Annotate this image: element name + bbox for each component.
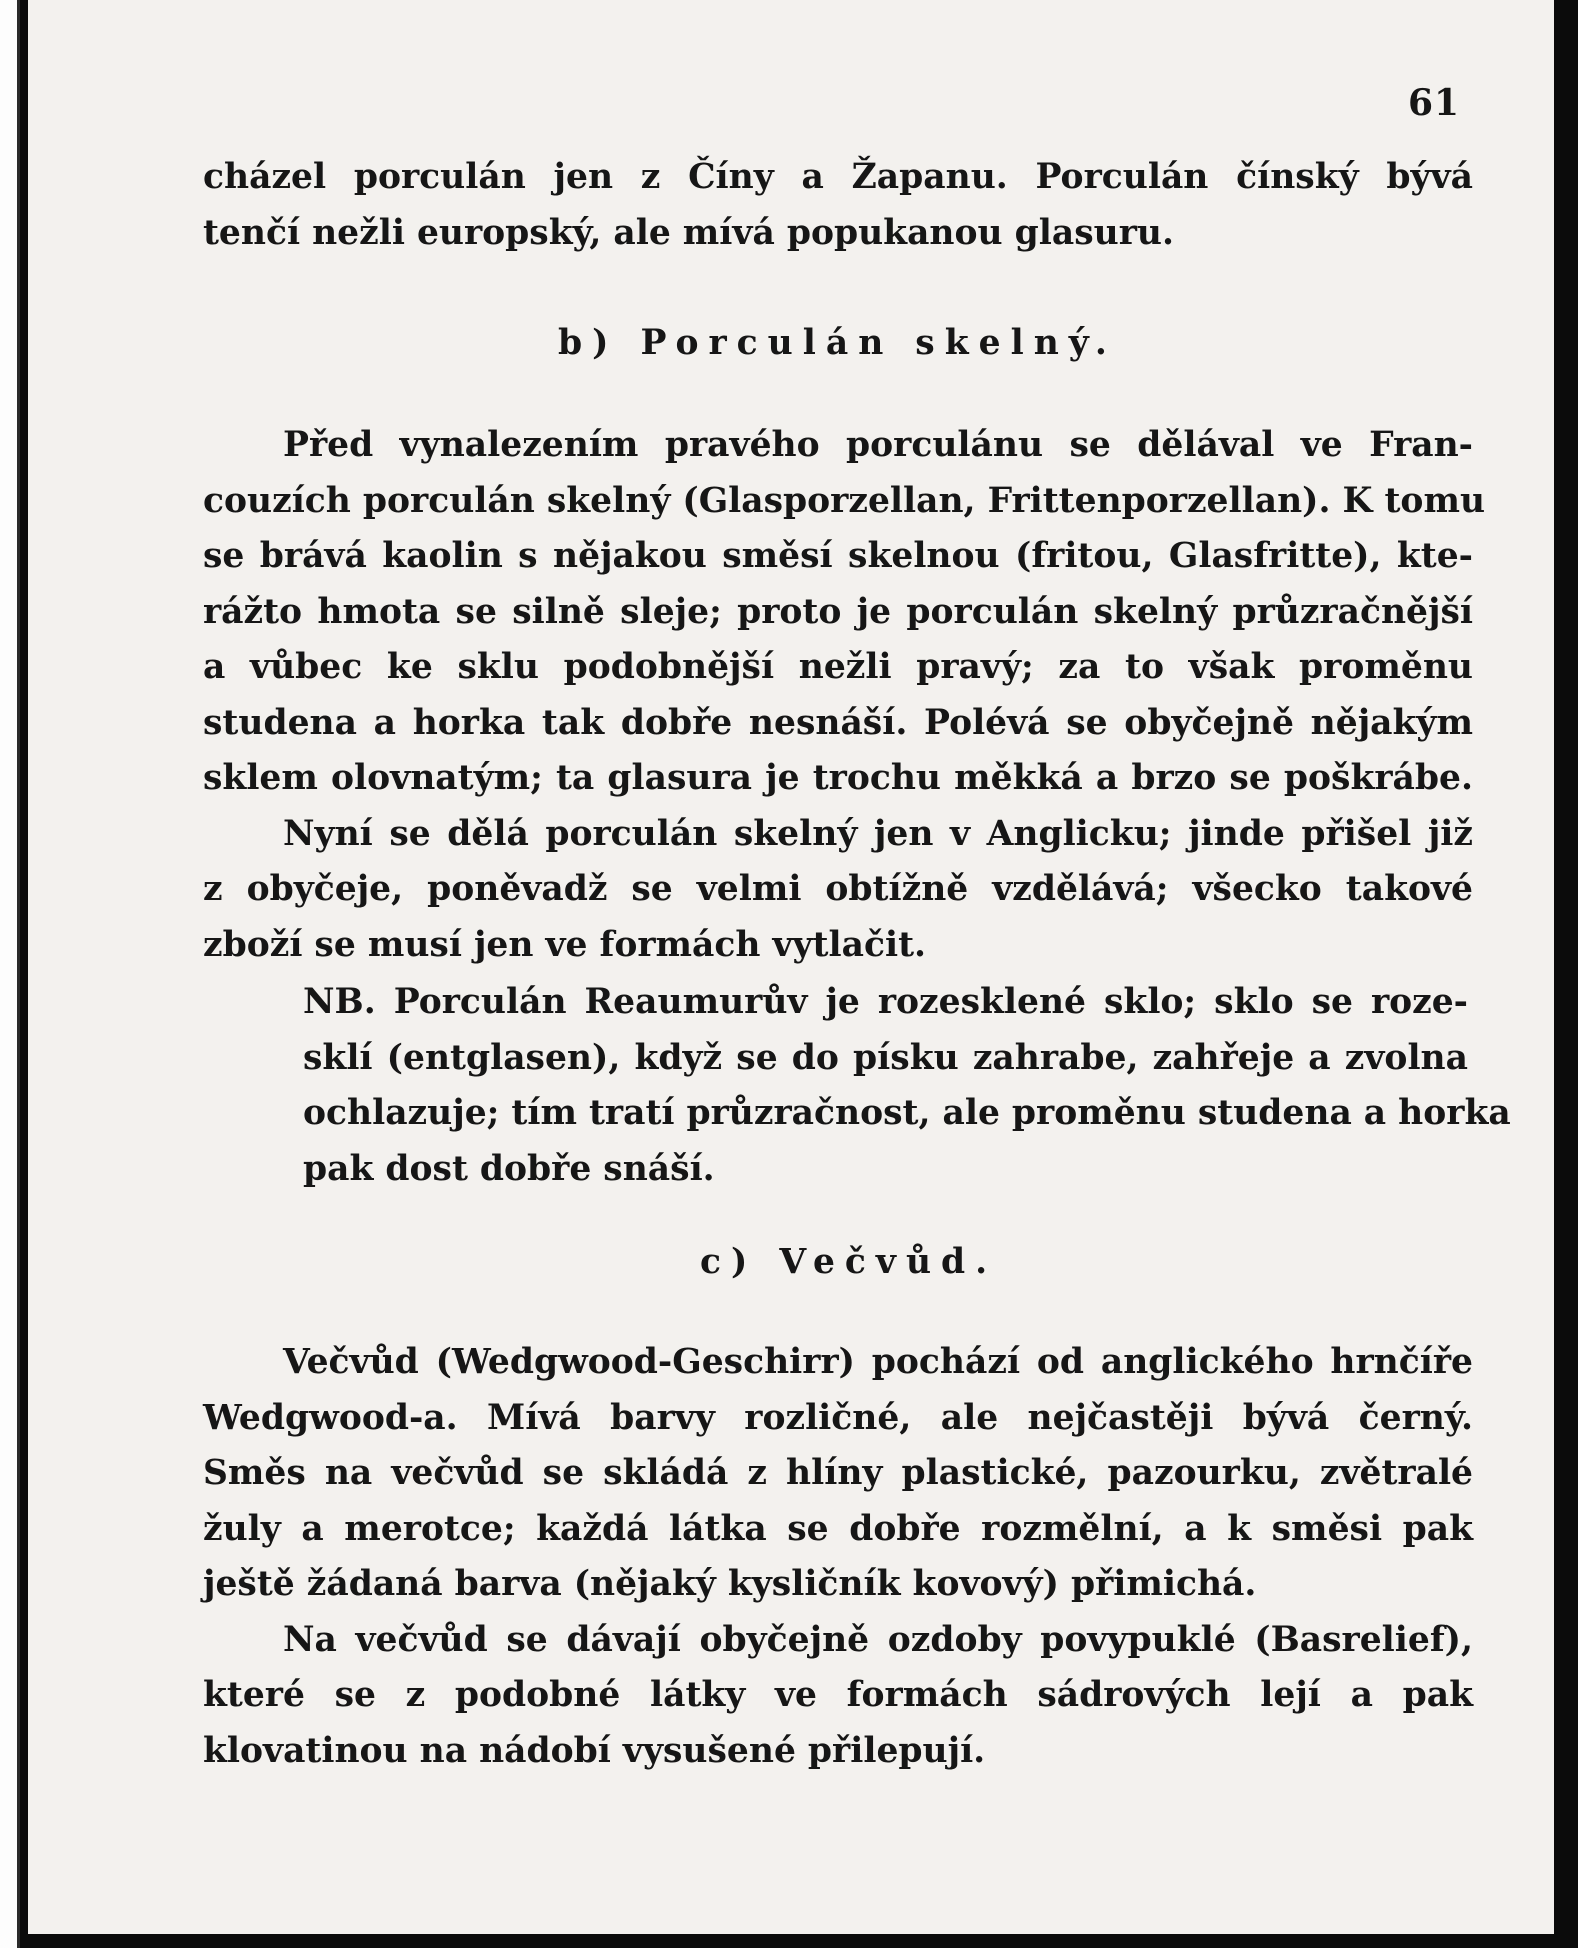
text-line: zboží se musí jen ve formách vytlačit.	[203, 924, 927, 965]
text-line: ochlazuje; tím tratí průzračnost, ale proměnu studena a horka	[303, 1093, 1511, 1133]
paragraph-glass-porcelain	[203, 418, 1486, 973]
text-line: které se z podobné látky ve formách sádrových lejí a pak	[203, 1675, 1473, 1715]
text-line: pak dost dobře snáší.	[303, 1148, 715, 1189]
text-line: couzích porculán skelný (Glasporzellan, Frittenporzellan). K tomu	[203, 480, 1486, 521]
text-line: Směs na večvůd se skládá z hlíny plastické, pazourku, zvětralé	[203, 1453, 1473, 1493]
text-line: ještě žádaná barva (nějaký kysličník kovový) přimichá.	[203, 1564, 1257, 1604]
text-line: se brává kaolin s nějakou směsí skelnou (fritou, Glasfritte), kte-	[203, 536, 1473, 576]
paragraph-porcelain-origin	[203, 150, 1473, 261]
text-line: cházel porculán jen z Číny a Žapanu. Porculán čínský bývá	[203, 157, 1473, 197]
section-heading-b: b) Porculán skelný.	[558, 323, 1117, 363]
text-line: sklem olovnatým; ta glasura je trochu měkká a brzo se poškrábe.	[203, 758, 1473, 798]
text-line: a vůbec ke sklu podobnější nežli pravý; za to však proměnu	[203, 647, 1473, 687]
paragraph-wedgwood	[203, 1335, 1473, 1779]
section-heading-c: c) Večvůd.	[700, 1242, 998, 1282]
text-line: Na večvůd se dávají obyčejně ozdoby povypuklé (Basrelief),	[283, 1619, 1473, 1660]
left-margin-strip	[0, 0, 20, 1948]
text-line: Nyní se dělá porculán skelný jen v Anglicku; jinde přišel již	[283, 813, 1473, 854]
text-line: Před vynalezením pravého porculánu se dělával ve Fran-	[283, 425, 1473, 465]
text-line: tenčí nežli europský, ale mívá popukanou glasuru.	[203, 212, 1174, 253]
text-line: studena a horka tak dobře nesnáší. Polévá se obyčejně nějakým	[203, 702, 1473, 743]
page-number: 61	[1408, 82, 1461, 124]
text-line: Večvůd (Wedgwood-Geschirr) pochází od anglického hrnčíře	[283, 1342, 1473, 1382]
text-line: NB. Porculán Reaumurův je rozesklené sklo; sklo se roze-	[303, 982, 1468, 1022]
book-page	[28, 0, 1554, 1934]
text-line: z obyčeje, poněvadž se velmi obtížně vzdělává; všecko takové	[203, 869, 1473, 909]
text-line: sklí (entglasen), když se do písku zahrabe, zahřeje a zvolna	[303, 1037, 1468, 1078]
text-line: rážto hmota se silně sleje; proto je porculán skelný průzračnější	[203, 591, 1473, 632]
text-line: žuly a merotce; každá látka se dobře rozmělní, a k směsi pak	[203, 1508, 1473, 1549]
text-line: klovatinou na nádobí vysušené přilepují.	[203, 1730, 986, 1771]
note-reaumur	[303, 975, 1511, 1197]
text-line: Wedgwood-a. Mívá barvy rozličné, ale nejčastěji bývá černý.	[203, 1397, 1473, 1438]
